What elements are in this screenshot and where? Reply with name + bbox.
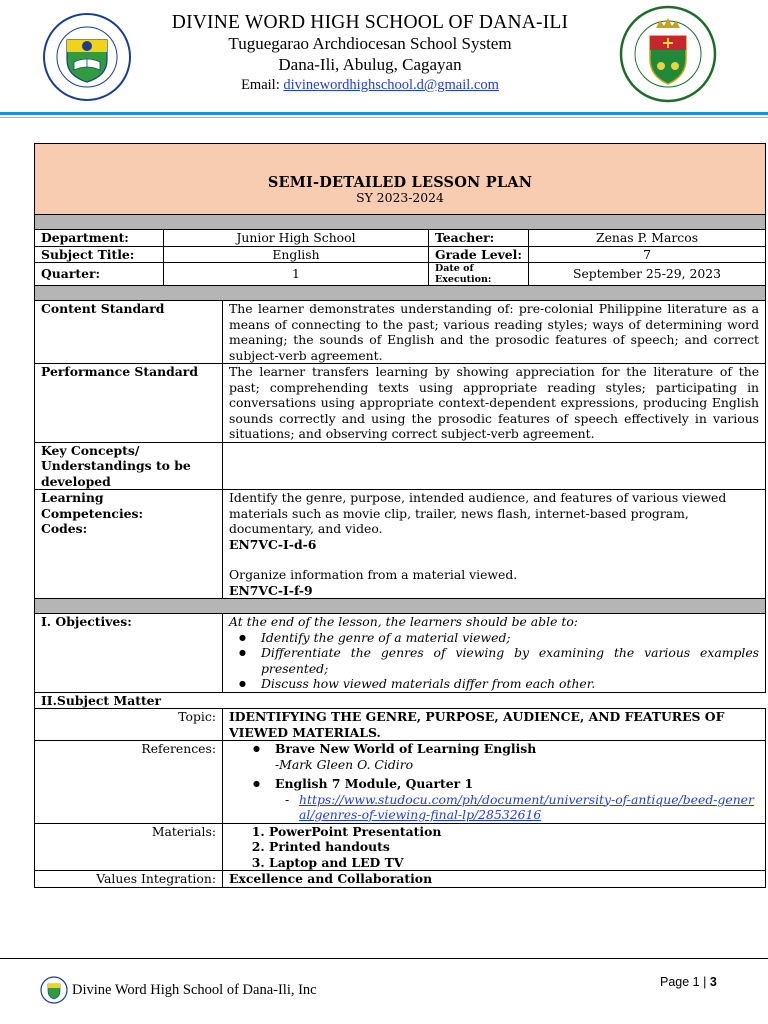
competencies-label-line-1: Learning — [41, 490, 104, 505]
department-row — [35, 230, 766, 247]
archdiocesan-seal-logo — [618, 4, 718, 104]
separator-band — [35, 286, 766, 301]
references-label: References: — [35, 741, 223, 824]
competencies-label — [35, 490, 223, 599]
title-cell — [35, 144, 766, 215]
objectives-intro: At the end of the lesson, the learners should be able to: — [229, 614, 578, 629]
quarter-value: 1 — [164, 263, 429, 286]
performance-standard-row — [35, 364, 766, 443]
topic-label: Topic: — [35, 709, 223, 741]
page-total: 3 — [709, 975, 717, 989]
page-label: Page 1 | — [660, 975, 710, 989]
grade-value: 7 — [529, 246, 766, 263]
subject-row — [35, 246, 766, 263]
material-item: 1. PowerPoint Presentation — [269, 824, 759, 840]
title-row — [35, 144, 766, 215]
footer-rule — [0, 958, 768, 959]
competencies-label-line-3: Codes: — [41, 521, 88, 536]
reference-2-link-line — [229, 792, 759, 823]
letterhead — [0, 0, 768, 112]
objective-item: ● Identify the genre of a material viewed; — [261, 630, 759, 646]
topic-value: IDENTIFYING THE GENRE, PURPOSE, AUDIENCE, AND FEATURES OF VIEWED MATERIALS. — [223, 709, 766, 741]
competency-2: Organize information from a material viewed. — [229, 567, 518, 582]
materials-row — [35, 823, 766, 871]
school-name: DIVINE WORD HIGH SCHOOL OF DANA-ILI — [171, 12, 569, 33]
references-list — [229, 741, 759, 792]
materials-label: Materials: — [35, 823, 223, 871]
competencies-label-line-2: Competencies: — [41, 505, 144, 521]
page-number — [660, 975, 717, 989]
date-label — [429, 263, 529, 286]
subject-matter-row — [35, 692, 766, 709]
values-row — [35, 871, 766, 888]
references-content — [223, 741, 766, 824]
email-link[interactable]: divinewordhighschool.d@gmail.com — [283, 77, 499, 93]
date-label-line-1: Date of — [435, 263, 474, 274]
references-row — [35, 741, 766, 824]
reference-link[interactable]: https://www.studocu.com/ph/document/university-of-antique/beed-general/genres-of-viewing-final-lp/28532616 — [299, 791, 754, 822]
reference-1-author: -Mark Gleen O. Cidiro — [275, 756, 414, 772]
school-seal-logo — [42, 12, 132, 102]
department-value: Junior High School — [164, 230, 429, 247]
competencies-row — [35, 490, 766, 599]
subject-label: Subject Title: — [35, 246, 164, 263]
separator-band — [35, 599, 766, 614]
materials-content — [223, 823, 766, 871]
school-system: Tuguegarao Archdiocesan School System — [228, 34, 512, 53]
email-line — [150, 75, 590, 96]
competency-code-2: EN7VC-I-f-9 — [229, 582, 313, 598]
date-value: September 25-29, 2023 — [529, 263, 766, 286]
objective-item: ● Differentiate the genres of viewing by examining the various examples presented; — [261, 645, 759, 676]
objective-item: ● Discuss how viewed materials differ from each other. — [261, 676, 759, 692]
performance-standard-label: Performance Standard — [35, 364, 223, 443]
competencies-text — [223, 490, 766, 599]
objectives-content — [223, 614, 766, 693]
date-label-line-2: Execution: — [435, 274, 492, 285]
school-year: SY 2023-2024 — [356, 190, 444, 205]
footer-org: Divine Word High School of Dana-Ili, Inc — [72, 982, 317, 998]
teacher-label: Teacher: — [429, 230, 529, 247]
key-concepts-text — [223, 442, 766, 490]
grade-label: Grade Level: — [429, 246, 529, 263]
content-standard-label: Content Standard — [35, 301, 223, 364]
email-label: Email: — [241, 77, 284, 93]
reference-item — [275, 741, 759, 772]
reference-item — [275, 776, 759, 792]
objectives-label: I. Objectives: — [35, 614, 223, 693]
quarter-label: Quarter: — [35, 263, 164, 286]
values-value: Excellence and Collaboration — [223, 871, 766, 888]
subject-value: English — [164, 246, 429, 263]
teacher-value: Zenas P. Marcos — [529, 230, 766, 247]
lesson-plan-table — [34, 143, 766, 888]
header-rule — [0, 112, 768, 115]
values-label: Values Integration: — [35, 871, 223, 888]
reference-dash: - — [285, 791, 290, 807]
competency-1: Identify the genre, purpose, intended audience, and features of various viewed materials such as movie clip, trailer, news flash, internet-based program, documentary, and video. — [229, 490, 727, 536]
topic-row — [35, 709, 766, 741]
reference-1-title: ● Brave New World of Learning English — [275, 741, 537, 756]
performance-standard-text: The learner transfers learning by showing appreciation for the literature of the past; comprehending texts using appropriate reading styles; participating in conversations using appropriate context-dependent expressions, producing English sounds correctly and using the prosodic features of speech effectively in various situations; and observing correct subject-verb agreement. — [223, 364, 766, 443]
footer-seal-logo — [40, 976, 68, 1004]
material-item: 2. Printed handouts — [269, 839, 759, 855]
content-standard-text: The learner demonstrates understanding of: pre-colonial Philippine literature as a means of connecting to the past; various reading styles; ways of determining word meaning; the sounds of English and the prosodic features of speech; and correct subject-verb agreement. — [223, 301, 766, 364]
reference-2-title: ● English 7 Module, Quarter 1 — [275, 776, 474, 791]
content-standard-row — [35, 301, 766, 364]
objectives-row — [35, 614, 766, 693]
subject-matter-label: II.Subject Matter — [35, 692, 766, 709]
materials-list — [229, 824, 759, 871]
school-address: Dana-Ili, Abulug, Cagayan — [278, 55, 462, 74]
header-rule-thin — [0, 117, 768, 118]
key-concepts-label: Key Concepts/ Understandings to be developed — [35, 442, 223, 490]
key-concepts-row — [35, 442, 766, 490]
plan-title: SEMI-DETAILED LESSON PLAN — [267, 173, 533, 191]
material-item: 3. Laptop and LED TV — [269, 855, 759, 871]
separator-band — [35, 215, 766, 230]
objectives-list — [229, 630, 759, 692]
quarter-row — [35, 263, 766, 286]
competency-code-1: EN7VC-I-d-6 — [229, 536, 317, 552]
department-label: Department: — [35, 230, 164, 247]
letterhead-text — [150, 12, 590, 96]
